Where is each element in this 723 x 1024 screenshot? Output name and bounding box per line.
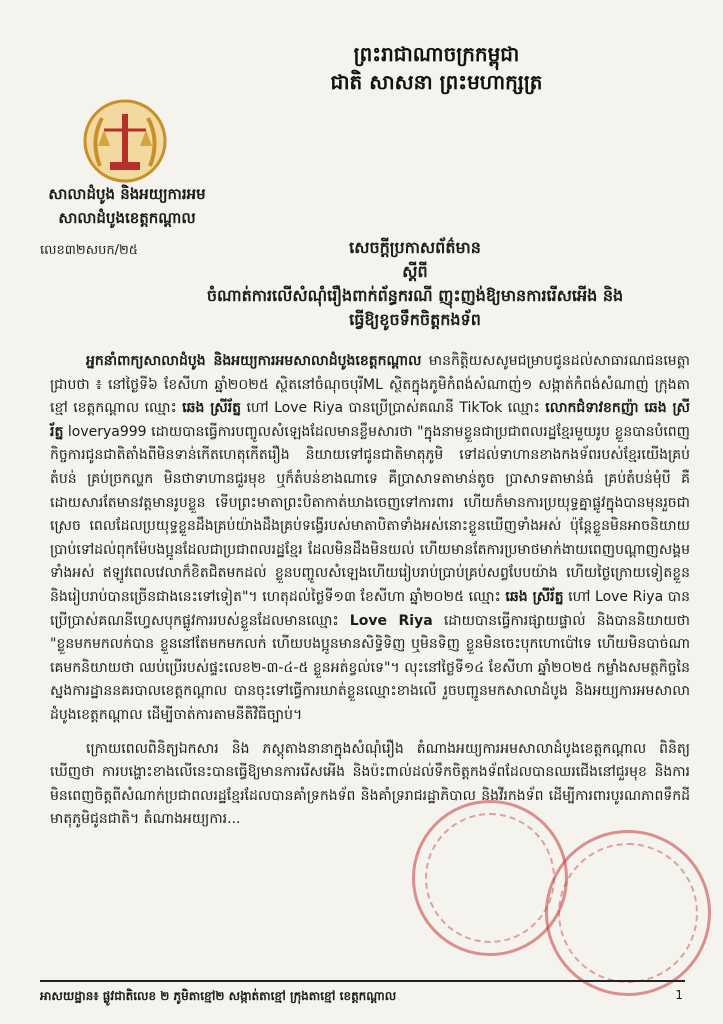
court-name xyxy=(12,182,242,230)
kingdom-line-2: ជាតិ សាសនា ព្រះមហាក្សត្រ xyxy=(330,70,543,94)
paragraph-2: ក្រោយពេលពិនិត្យឯកសារ និង ភស្តុតាងនានាក្នុងសំណុំរឿង តំណាងអយ្យការអមសាលាដំបូងខេត្តកណ្តាល ពិនិត្យឃើញថា ការបង្ហោះខាងលើនេះបានធ្វើឱ្យមានការរើសអើង និងប៉ះពាល់ដល់ទឹកចិត្តកងទ័ពដែលបានឈរជើងនៅជួរមុខ និងការមិនពេញចិត្តពីសំណាក់ប្រជាពលរដ្ឋខ្មែរដែលបានគាំទ្រកងទ័ព និងគាំទ្ររាជរដ្ឋាភិបាល និងវីរកងទ័ព ដើម្បីការពារបូរណភាពទឹកដីមាតុភូមិជូនជាតិ។ តំណាងអយ្យការ... xyxy=(50,740,690,828)
account-name: លោកជំទាវខកញ៉ា ឆេង ស្រីរ័ត្ន xyxy=(50,400,690,440)
p1-text-3: loverya999 ដោយបានធ្វើការបញ្ចូលសំឡេងដែលមានខ្លឹមសារថា "ក្នុងនាមខ្លួនជាប្រជាពលរដ្ឋខ្មែរមួយរូប ខ្លួនបានបំពេញកិច្ចការជូនជាតិតាំងពីមិនទាន់កើតហេតុកើតរឿង និយាយទៅជូនជាតិមាតុភូមិ ទៅដល់ទាហានខាងកងទ័ពរបស់ខ្មែរយើងគ្រប់តំបន់ គ្រប់ច្រកល្ហក មិនថាទាហានជួរមុខ ឬក៏តំបន់ខាងណាទេ គឺប្រាសាទតាមាន់តូច ប្រាសាទតាមាន់ធំ គ្រប់តំបន់មុំបី គឺដោយសារតែមានវត្តមានរូបខ្លួន ទើបព្រះមាតាព្រះបិតាកាត់ឃាងចេញទៅការពារ ហើយក៏មានការប្រយុទ្ធគ្នាផ្លូវក្នុងបានមុនរួចជាស្រេច ពេលដែលប្រយុទ្ធខ្លួនដឹងគ្រប់យ៉ាងដឹងគ្រប់ទង្វើរបស់មាតាបិតាទាំងអស់នោះខ្លួនឃើញទាំងអស់ ប៉ុន្តែខ្លួនមិនអាចនិយាយប្រាប់ទៅដល់ពុកម៉ែបងប្អូនដែលជាប្រជាពលរដ្ឋខ្មែរ ដែលមិនដឹងមិនយល់ ហើយមានតែការប្រមាថមាក់ងាយពេញបណ្តាញសង្គមទាំងអស់ ឥឡូវពេលវេលាក៏ខិតជិតមកដល់ ខ្លួនបញ្ចូលសំឡេងហើយរៀបរាប់ប្រាប់គ្រប់សព្វបែបយ៉ាង ហើយថ្ងៃក្រោយទៀតខ្លួន និងរៀបរាប់បានច្រើនជាងនេះទៅទៀត"។ ហេតុដល់ថ្ងៃទី១៣ ខែសីហា ឆ្នាំ២០២៥ ឈ្មោះ xyxy=(50,423,690,605)
p1-text-2: ហៅ Love Riya បានប្រើប្រាស់គណនី TikTok ឈ្មោះ xyxy=(241,400,546,417)
person-name-2: ឆេង ស្រីរ័ត្ន xyxy=(505,588,564,605)
page-number: 1 xyxy=(675,988,683,1002)
spokesperson-lead: អ្នកនាំពាក្យសាលាដំបូង និងអយ្យការអមសាលាដំបូងខេត្តកណ្តាល xyxy=(86,353,422,369)
court-line-2: សាលាដំបូងខេត្តកណ្តាល xyxy=(58,209,196,227)
p1-text-5: ដោយបានធ្វើការផ្សាយផ្ទាល់ និងបាននិយាយថា "ខ្លួនមកមកលក់បាន ខ្លួននៅតែមកមកលក់ ហើយបងប្អូនមានសិទ្ធិទិញ ឬមិនទិញ ខ្លួនមិនចេះបុកហោប៉ៅទេ ហើយមិនបាច់ណាគេមកនិយាយថា ឈប់ប្រើរបស់ផ្ទះលេខ២-៣-៤-៥ ខ្លួនអត់ខ្វល់ទេ"។ លុះនៅថ្ងៃទី១៤ ខែសីហា ឆ្នាំ២០២៥ កម្លាំងសមត្ថកិច្ចនៃស្នងការដ្ឋាននគរបាលខេត្តកណ្តាល បានចុះទៅធ្វើការឃាត់ខ្លួនឈ្មោះខាងលើ រួចបញ្ជូនមកសាលាដំបូង និងអយ្យការអមសាលាដំបូងខេត្តកណ្តាល ដើម្បីចាត់ការតាមនីតិវិធីច្បាប់។ xyxy=(50,612,690,723)
footer-divider xyxy=(40,980,685,982)
facebook-name: Love Riya xyxy=(349,612,433,629)
footer-address: អាសយដ្ឋាន៖ ផ្លូវជាតិលេខ ២ ភូមិតាខ្មៅ២ សង្កាត់តាខ្មៅ ក្រុងតាខ្មៅ ខេត្តកណ្តាល xyxy=(40,989,397,1003)
p1-text-4: ហៅ Love Riya បានប្រើប្រាស់គណនីហ្វេសបុកផ្លូវការរបស់ខ្លួនដែលមានឈ្មោះ xyxy=(50,588,691,629)
title-line-2: ស្តីពី xyxy=(402,262,428,281)
red-seal-stamp-left xyxy=(412,800,568,956)
paragraph-1 xyxy=(50,350,690,728)
title-line-1: សេចក្តីប្រកាសព័ត៌មាន xyxy=(349,238,481,257)
person-name-1: ឆេង ស្រីរ័ត្ន xyxy=(182,400,242,417)
title-line-4: ធ្វើឱ្យខូចទឹកចិត្តកងទ័ព xyxy=(349,310,481,329)
document-body xyxy=(50,350,690,842)
court-emblem-icon xyxy=(80,96,170,186)
document-title xyxy=(200,236,630,332)
red-seal-stamp-right xyxy=(545,830,711,996)
kingdom-header xyxy=(150,40,723,96)
reference-number: លេខ៣២សបក/២៥ xyxy=(40,243,139,258)
court-line-1: សាលាដំបូង និងអយ្យការអម xyxy=(48,185,206,203)
p1-text-1: មានកិត្តិយសសូមជម្រាបជូនដល់សាធារណជនមេត្តាជ្រាបថា ៖ នៅថ្ងៃទី៦ ខែសីហា ឆ្នាំ២០២៥ ស្ថិតនៅចំណុចបុរីML ស្ថិតក្នុងភូមិកំពង់សំណាញ់១ សង្កាត់កំពង់សំណាញ់ ក្រុងតាខ្មៅ ខេត្តកណ្តាល ឈ្មោះ xyxy=(50,353,691,417)
title-line-3: ចំណាត់ការលើសំណុំរឿងពាក់ព័ន្ធករណី ញុះញង់ឱ្យមានការរើសអើង និង xyxy=(206,286,624,305)
kingdom-line-1: ព្រះរាជាណាចក្រកម្ពុជា xyxy=(353,42,520,66)
